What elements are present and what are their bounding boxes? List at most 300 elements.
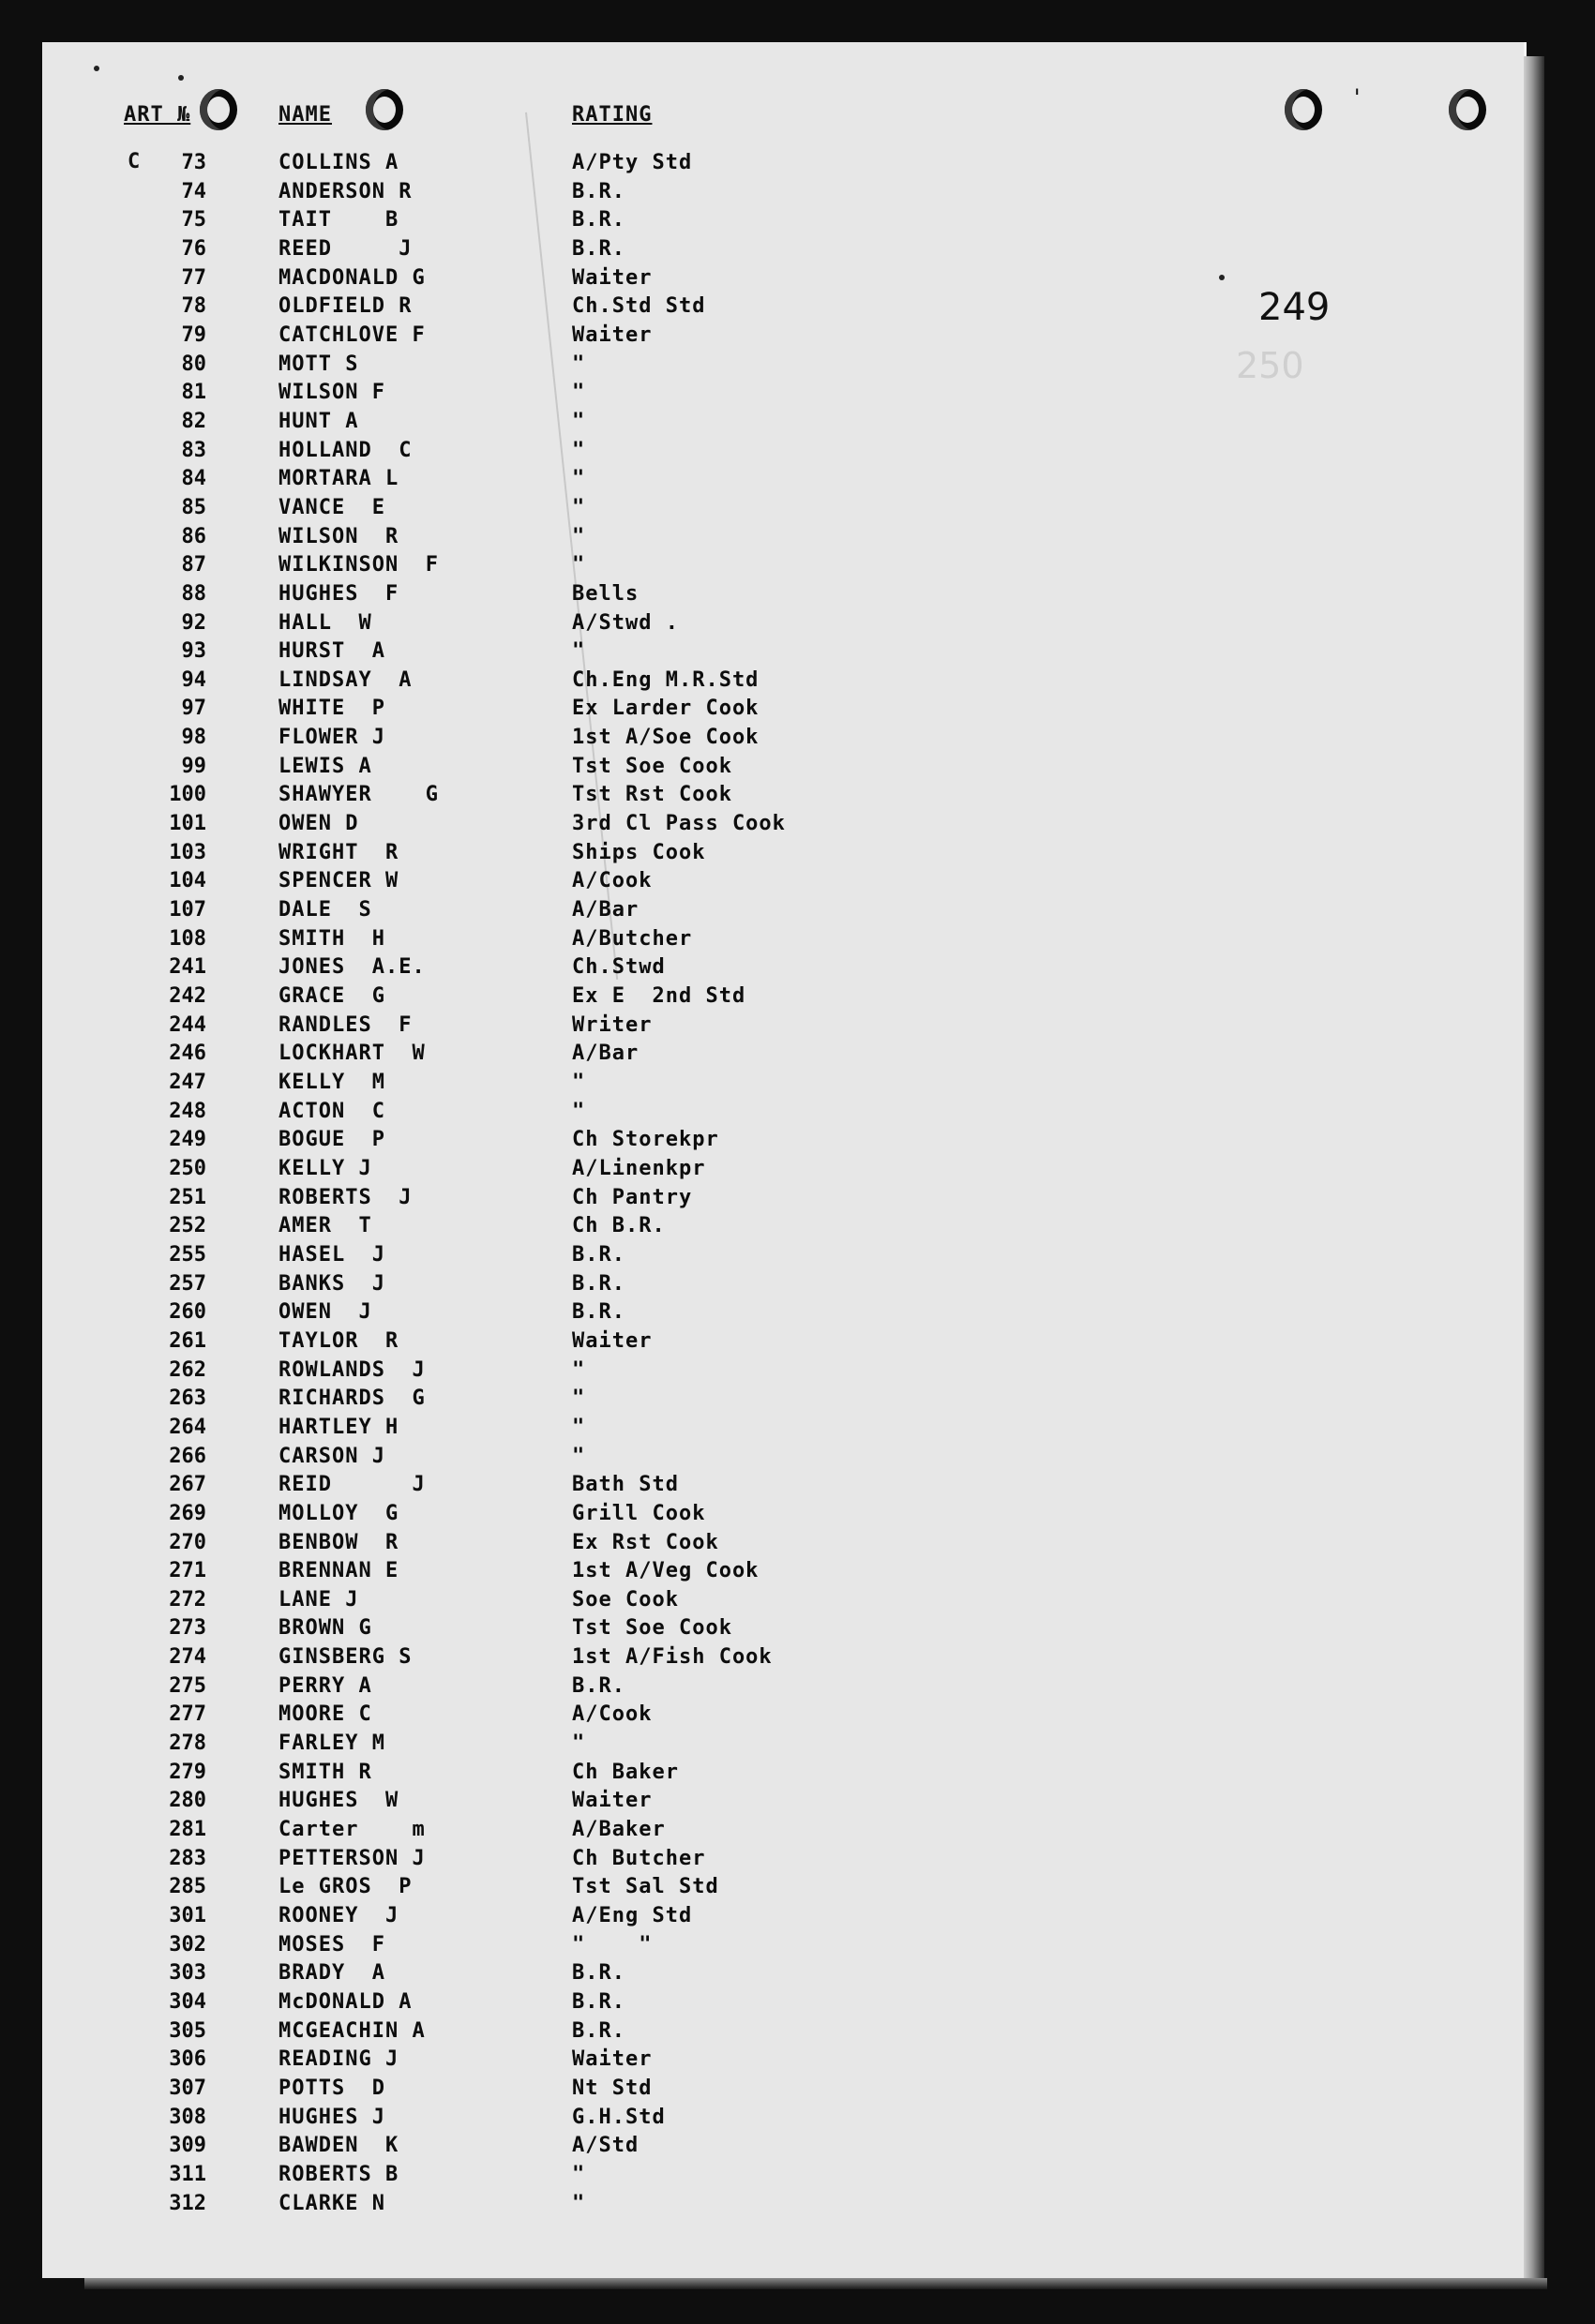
crew-name: PETTERSON J bbox=[278, 1846, 426, 1870]
crew-row bbox=[0, 549, 1482, 578]
crew-name: BOGUE P bbox=[278, 1128, 385, 1152]
crew-name: RANDLES F bbox=[278, 1012, 413, 1037]
crew-row bbox=[0, 204, 1482, 233]
crew-name: CARSON J bbox=[278, 1444, 385, 1468]
crew-row bbox=[0, 1957, 1482, 1987]
art-number: 79 bbox=[181, 322, 206, 347]
art-number: 266 bbox=[169, 1444, 206, 1468]
crew-rating: B.R. bbox=[572, 1242, 625, 1267]
crew-rating: B.R. bbox=[572, 1961, 625, 1986]
art-number: 261 bbox=[169, 1328, 206, 1353]
punch-hole bbox=[200, 89, 237, 130]
crew-row bbox=[0, 406, 1482, 435]
crew-name: MOORE C bbox=[278, 1702, 372, 1727]
crew-name: LANE J bbox=[278, 1587, 359, 1612]
art-number: 271 bbox=[169, 1559, 206, 1583]
crew-row bbox=[0, 1498, 1482, 1527]
crew-rating: " bbox=[572, 467, 586, 491]
crew-row bbox=[0, 1871, 1482, 1900]
crew-name: MOSES F bbox=[278, 1932, 385, 1957]
crew-rating: A/Linenkpr bbox=[572, 1156, 706, 1180]
crew-name: HALL W bbox=[278, 610, 372, 635]
crew-name: LINDSAY A bbox=[278, 667, 413, 692]
crew-rating: B.R. bbox=[572, 208, 625, 232]
crew-rating: B.R. bbox=[572, 2018, 625, 2043]
crew-rating: A/Cook bbox=[572, 1702, 653, 1727]
crew-rating: Soe Cook bbox=[572, 1587, 679, 1612]
crew-name: CLARKE N bbox=[278, 2191, 385, 2215]
crew-name: SPENCER W bbox=[278, 869, 399, 893]
crew-name: ACTON C bbox=[278, 1099, 385, 1123]
punch-hole bbox=[366, 89, 403, 130]
crew-rating: Bath Std bbox=[572, 1473, 679, 1497]
crew-rating: A/Pty Std bbox=[572, 151, 693, 174]
crew-row bbox=[0, 665, 1482, 694]
crew-name: FLOWER J bbox=[278, 726, 385, 750]
crew-name: READING J bbox=[278, 2047, 399, 2072]
crew-name: VANCE E bbox=[278, 495, 385, 519]
crew-rating: " bbox=[572, 553, 586, 577]
page-number: 249 bbox=[1258, 286, 1331, 329]
crew-rating: Ex Rst Cook bbox=[572, 1530, 719, 1554]
crew-row bbox=[0, 2073, 1482, 2102]
crew-name: COLLINS A bbox=[278, 151, 399, 174]
punch-hole bbox=[1449, 89, 1486, 130]
crew-rating: Ch.Stwd bbox=[572, 955, 666, 980]
crew-rating: 1st A/Soe Cook bbox=[572, 726, 760, 750]
column-header-rating: RATING bbox=[572, 103, 653, 127]
crew-name: POTTS D bbox=[278, 2076, 385, 2100]
art-number: 278 bbox=[169, 1732, 206, 1756]
crew-rating: Waiter bbox=[572, 1328, 653, 1353]
crew-row bbox=[0, 1412, 1482, 1441]
crew-name: ROBERTS B bbox=[278, 2162, 399, 2186]
crew-row bbox=[0, 1096, 1482, 1125]
crew-row bbox=[0, 722, 1482, 751]
art-number: 312 bbox=[169, 2191, 206, 2215]
art-number: 86 bbox=[181, 524, 206, 548]
crew-rating: Nt Std bbox=[572, 2076, 653, 2100]
crew-name: BROWN G bbox=[278, 1616, 372, 1641]
crew-row bbox=[0, 894, 1482, 923]
crew-name: McDONALD A bbox=[278, 1990, 413, 2014]
crew-row bbox=[0, 837, 1482, 866]
crew-name: Carter m bbox=[278, 1818, 426, 1842]
crew-row bbox=[0, 1757, 1482, 1786]
crew-row bbox=[0, 1383, 1482, 1412]
crew-rating: Waiter bbox=[572, 2047, 653, 2072]
art-number: 283 bbox=[169, 1846, 206, 1870]
art-number: 255 bbox=[169, 1242, 206, 1267]
crew-rating: " bbox=[572, 381, 586, 405]
crew-row bbox=[0, 1210, 1482, 1239]
crew-name: HUGHES J bbox=[278, 2105, 385, 2129]
ghost-page-number: 250 bbox=[1236, 345, 1304, 386]
art-number: 87 bbox=[181, 553, 206, 577]
art-number: 270 bbox=[169, 1530, 206, 1554]
crew-row bbox=[0, 779, 1482, 808]
art-number: 277 bbox=[169, 1702, 206, 1727]
crew-rating: Ch Storekpr bbox=[572, 1128, 719, 1152]
crew-name: WILSON R bbox=[278, 524, 399, 548]
art-number: 308 bbox=[169, 2105, 206, 2129]
crew-name: HARTLEY H bbox=[278, 1415, 399, 1439]
crew-rating: " bbox=[572, 409, 586, 433]
crew-rating: G.H.Std bbox=[572, 2105, 666, 2129]
crew-rating: " bbox=[572, 352, 586, 376]
crew-row bbox=[0, 923, 1482, 952]
crew-name: ROWLANDS J bbox=[278, 1357, 426, 1382]
crew-row bbox=[0, 233, 1482, 262]
art-number: 75 bbox=[181, 208, 206, 232]
art-number: 273 bbox=[169, 1616, 206, 1641]
crew-name: HURST A bbox=[278, 639, 385, 664]
punch-hole bbox=[1285, 89, 1322, 130]
crew-rating: A/Cook bbox=[572, 869, 653, 893]
crew-name: HUGHES W bbox=[278, 1789, 399, 1813]
crew-rating: Tst Sal Std bbox=[572, 1875, 719, 1899]
crew-name: MACDONALD G bbox=[278, 265, 426, 290]
crew-list bbox=[0, 147, 1482, 2216]
art-number: 302 bbox=[169, 1932, 206, 1957]
art-number: 99 bbox=[181, 754, 206, 778]
page-edge bbox=[1524, 56, 1544, 2278]
crew-name: WILKINSON F bbox=[278, 553, 439, 577]
crew-row bbox=[0, 291, 1482, 320]
crew-name: HOLLAND C bbox=[278, 438, 413, 462]
crew-rating: Ch Butcher bbox=[572, 1846, 706, 1870]
art-number: 252 bbox=[169, 1214, 206, 1238]
crew-name: BRADY A bbox=[278, 1961, 385, 1986]
crew-row bbox=[0, 377, 1482, 406]
crew-row bbox=[0, 1900, 1482, 1929]
crew-rating: Ch Baker bbox=[572, 1760, 679, 1784]
art-number: 285 bbox=[169, 1875, 206, 1899]
art-number: 83 bbox=[181, 438, 206, 462]
crew-name: HUNT A bbox=[278, 409, 359, 433]
crew-row bbox=[0, 2102, 1482, 2131]
crew-rating: Ships Cook bbox=[572, 840, 706, 864]
art-number: 104 bbox=[169, 869, 206, 893]
crew-row bbox=[0, 1699, 1482, 1728]
crew-rating: Tst Soe Cook bbox=[572, 754, 732, 778]
art-number: 85 bbox=[181, 495, 206, 519]
crew-name: DALE S bbox=[278, 898, 372, 922]
art-number: 248 bbox=[169, 1099, 206, 1123]
crew-row bbox=[0, 1785, 1482, 1814]
crew-row bbox=[0, 147, 1482, 176]
crew-row bbox=[0, 636, 1482, 665]
crew-rating: A/Stwd . bbox=[572, 610, 679, 635]
crew-rating: 1st A/Fish Cook bbox=[572, 1645, 773, 1670]
crew-name: MORTARA L bbox=[278, 467, 399, 491]
speck bbox=[178, 75, 184, 81]
crew-row bbox=[0, 1355, 1482, 1384]
crew-rating: A/Eng Std bbox=[572, 1904, 693, 1928]
crew-row bbox=[0, 176, 1482, 205]
crew-name: TAYLOR R bbox=[278, 1328, 399, 1353]
crew-name: PERRY A bbox=[278, 1673, 372, 1698]
crew-name: HASEL J bbox=[278, 1242, 385, 1267]
crew-row bbox=[0, 492, 1482, 521]
crew-row bbox=[0, 1124, 1482, 1153]
art-number: 107 bbox=[169, 898, 206, 922]
crew-row bbox=[0, 1555, 1482, 1584]
crew-rating: " bbox=[572, 2191, 586, 2215]
crew-rating: A/Std bbox=[572, 2134, 640, 2158]
crew-row bbox=[0, 1671, 1482, 1700]
crew-name: FARLEY M bbox=[278, 1732, 385, 1756]
crew-rating: " bbox=[572, 524, 586, 548]
art-number: 263 bbox=[169, 1387, 206, 1411]
crew-name: RICHARDS G bbox=[278, 1387, 426, 1411]
art-number: 97 bbox=[181, 697, 206, 721]
crew-row bbox=[0, 349, 1482, 378]
art-number: 88 bbox=[181, 581, 206, 606]
crew-rating: " bbox=[572, 1099, 586, 1123]
crew-name: MCGEACHIN A bbox=[278, 2018, 426, 2043]
art-number: 92 bbox=[181, 610, 206, 635]
crew-row bbox=[0, 463, 1482, 492]
art-number: 103 bbox=[169, 840, 206, 864]
crew-row bbox=[0, 607, 1482, 637]
crew-name: BRENNAN E bbox=[278, 1559, 399, 1583]
crew-rating: 3rd Cl Pass Cook bbox=[572, 812, 786, 836]
crew-row bbox=[0, 865, 1482, 894]
crew-name: WHITE P bbox=[278, 697, 385, 721]
art-number: 251 bbox=[169, 1185, 206, 1209]
art-number: 76 bbox=[181, 236, 206, 261]
crew-name: OLDFIELD R bbox=[278, 294, 413, 319]
art-number: 93 bbox=[181, 639, 206, 664]
crew-rating: " bbox=[572, 1732, 586, 1756]
crew-row bbox=[0, 1239, 1482, 1268]
crew-rating: B.R. bbox=[572, 1990, 625, 2014]
crew-rating: Waiter bbox=[572, 322, 653, 347]
crew-row bbox=[0, 2188, 1482, 2217]
crew-row bbox=[0, 521, 1482, 550]
art-number: 247 bbox=[169, 1071, 206, 1094]
art-number: 241 bbox=[169, 955, 206, 980]
crew-name: ROBERTS J bbox=[278, 1185, 413, 1209]
crew-rating: A/Bar bbox=[572, 898, 640, 922]
art-number: 250 bbox=[169, 1156, 206, 1180]
crew-rating: " bbox=[572, 639, 586, 664]
crew-rating: B.R. bbox=[572, 179, 625, 203]
crew-rating: " bbox=[572, 438, 586, 462]
crew-name: CATCHLOVE F bbox=[278, 322, 426, 347]
art-number: 304 bbox=[169, 1990, 206, 2014]
art-number: 307 bbox=[169, 2076, 206, 2100]
crew-row bbox=[0, 435, 1482, 464]
art-number: 311 bbox=[169, 2162, 206, 2186]
crew-rating: Ch Pantry bbox=[572, 1185, 693, 1209]
art-number: 257 bbox=[169, 1271, 206, 1296]
crew-row bbox=[0, 1929, 1482, 1958]
art-number: 101 bbox=[169, 812, 206, 836]
crew-row bbox=[0, 1441, 1482, 1470]
crew-name: ANDERSON R bbox=[278, 179, 413, 203]
crew-rating: A/Butcher bbox=[572, 926, 693, 951]
crew-name: SMITH R bbox=[278, 1760, 372, 1784]
crew-row bbox=[0, 578, 1482, 607]
crew-name: REED J bbox=[278, 236, 413, 261]
crew-name: HUGHES F bbox=[278, 581, 399, 606]
crew-row bbox=[0, 1527, 1482, 1556]
crew-name: Le GROS P bbox=[278, 1875, 413, 1899]
crew-rating: Waiter bbox=[572, 1789, 653, 1813]
art-number: 260 bbox=[169, 1300, 206, 1325]
crew-rating: Ch.Std Std bbox=[572, 294, 706, 319]
art-number: 301 bbox=[169, 1904, 206, 1928]
crew-rating: Ch B.R. bbox=[572, 1214, 666, 1238]
art-number: 267 bbox=[169, 1473, 206, 1497]
crew-row bbox=[0, 981, 1482, 1010]
art-number: 100 bbox=[169, 783, 206, 807]
crew-row bbox=[0, 1584, 1482, 1613]
crew-rating: " bbox=[572, 1357, 586, 1382]
crew-row bbox=[0, 952, 1482, 981]
crew-rating: Grill Cook bbox=[572, 1501, 706, 1525]
crew-row bbox=[0, 2044, 1482, 2073]
art-number: 272 bbox=[169, 1587, 206, 1612]
crew-row bbox=[0, 2016, 1482, 2045]
crew-row bbox=[0, 1268, 1482, 1297]
art-number: 269 bbox=[169, 1501, 206, 1525]
art-number: 281 bbox=[169, 1818, 206, 1842]
crew-name: TAIT B bbox=[278, 208, 399, 232]
crew-name: AMER T bbox=[278, 1214, 372, 1238]
art-number: 82 bbox=[181, 409, 206, 433]
art-number: 94 bbox=[181, 667, 206, 692]
crew-row bbox=[0, 2159, 1482, 2188]
crew-rating: A/Bar bbox=[572, 1042, 640, 1066]
crew-rating: " bbox=[572, 2162, 586, 2186]
crew-rating: Waiter bbox=[572, 265, 653, 290]
crew-row bbox=[0, 1010, 1482, 1039]
crew-row bbox=[0, 1182, 1482, 1211]
art-number: 280 bbox=[169, 1789, 206, 1813]
art-number: 81 bbox=[181, 381, 206, 405]
art-number: 74 bbox=[181, 179, 206, 203]
crew-row bbox=[0, 1642, 1482, 1671]
crew-rating: B.R. bbox=[572, 236, 625, 261]
crew-name: OWEN J bbox=[278, 1300, 372, 1325]
crew-name: BANKS J bbox=[278, 1271, 385, 1296]
crew-name: BENBOW R bbox=[278, 1530, 399, 1554]
crew-name: LOCKHART W bbox=[278, 1042, 426, 1066]
crew-rating: " bbox=[572, 1071, 586, 1094]
crew-rating: Ex E 2nd Std bbox=[572, 984, 746, 1009]
art-number: 242 bbox=[169, 984, 206, 1009]
art-number: 73 bbox=[181, 151, 206, 174]
art-number: 306 bbox=[169, 2047, 206, 2072]
crew-rating: " bbox=[572, 1444, 586, 1468]
crew-rating: Ch.Eng M.R.Std bbox=[572, 667, 760, 692]
crew-row bbox=[0, 1612, 1482, 1642]
art-number: 274 bbox=[169, 1645, 206, 1670]
crew-name: GINSBERG S bbox=[278, 1645, 413, 1670]
crew-name: SHAWYER G bbox=[278, 783, 439, 807]
crew-rating: Tst Soe Cook bbox=[572, 1616, 732, 1641]
crew-row bbox=[0, 751, 1482, 780]
crew-row bbox=[0, 1067, 1482, 1096]
crew-name: REID J bbox=[278, 1473, 426, 1497]
crew-rating: Bells bbox=[572, 581, 640, 606]
art-number: 98 bbox=[181, 726, 206, 750]
corner-mark: ' bbox=[1350, 84, 1364, 111]
art-number: 249 bbox=[169, 1128, 206, 1152]
crew-rating: Ex Larder Cook bbox=[572, 697, 760, 721]
crew-rating: B.R. bbox=[572, 1673, 625, 1698]
crew-name: BAWDEN K bbox=[278, 2134, 399, 2158]
column-header-name: NAME bbox=[278, 103, 332, 127]
crew-name: MOLLOY G bbox=[278, 1501, 399, 1525]
speck bbox=[94, 66, 99, 71]
art-number: 77 bbox=[181, 265, 206, 290]
art-number: 78 bbox=[181, 294, 206, 319]
art-number: 264 bbox=[169, 1415, 206, 1439]
crew-row bbox=[0, 1814, 1482, 1843]
crew-row bbox=[0, 1038, 1482, 1067]
crew-rating: " bbox=[572, 1387, 586, 1411]
art-number: 305 bbox=[169, 2018, 206, 2043]
crew-name: KELLY J bbox=[278, 1156, 372, 1180]
art-number: 246 bbox=[169, 1042, 206, 1066]
crew-name: OWEN D bbox=[278, 812, 359, 836]
crew-rating: B.R. bbox=[572, 1271, 625, 1296]
page-shadow bbox=[84, 2278, 1547, 2289]
crew-name: MOTT S bbox=[278, 352, 359, 376]
crew-name: JONES A.E. bbox=[278, 955, 426, 980]
crew-row bbox=[0, 693, 1482, 722]
art-number: 244 bbox=[169, 1012, 206, 1037]
crew-rating: " bbox=[572, 1415, 586, 1439]
crew-rating: Writer bbox=[572, 1012, 653, 1037]
crew-row bbox=[0, 2130, 1482, 2159]
crew-rating: Tst Rst Cook bbox=[572, 783, 732, 807]
art-number: 80 bbox=[181, 352, 206, 376]
crew-row bbox=[0, 1728, 1482, 1757]
crew-rating: " bbox=[572, 495, 586, 519]
crew-name: SMITH H bbox=[278, 926, 385, 951]
crew-rating: B.R. bbox=[572, 1300, 625, 1325]
crew-rating: 1st A/Veg Cook bbox=[572, 1559, 760, 1583]
art-number: 275 bbox=[169, 1673, 206, 1698]
crew-row bbox=[0, 1153, 1482, 1182]
crew-name: WRIGHT R bbox=[278, 840, 399, 864]
crew-row bbox=[0, 1469, 1482, 1498]
art-number: 303 bbox=[169, 1961, 206, 1986]
crew-rating: A/Baker bbox=[572, 1818, 666, 1842]
crew-name: GRACE G bbox=[278, 984, 385, 1009]
crew-row bbox=[0, 1987, 1482, 2016]
column-header-art-no: ART № bbox=[124, 103, 191, 127]
crew-name: LEWIS A bbox=[278, 754, 372, 778]
crew-name: ROONEY J bbox=[278, 1904, 399, 1928]
art-number: 309 bbox=[169, 2134, 206, 2158]
crew-row bbox=[0, 262, 1482, 292]
art-number: 279 bbox=[169, 1760, 206, 1784]
art-number: 84 bbox=[181, 467, 206, 491]
section-letter: C bbox=[128, 150, 141, 173]
art-number: 262 bbox=[169, 1357, 206, 1382]
crew-name: WILSON F bbox=[278, 381, 385, 405]
crew-row bbox=[0, 808, 1482, 837]
crew-name: KELLY M bbox=[278, 1071, 385, 1094]
art-number: 108 bbox=[169, 926, 206, 951]
crew-row bbox=[0, 320, 1482, 349]
